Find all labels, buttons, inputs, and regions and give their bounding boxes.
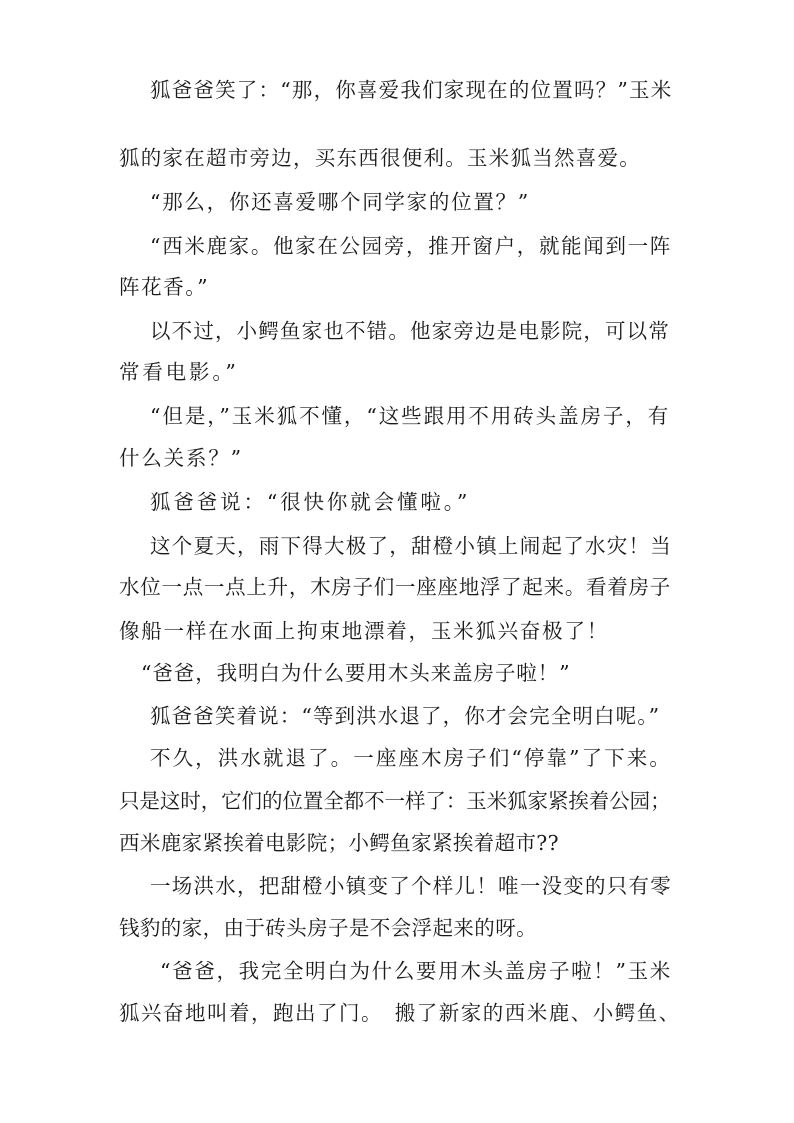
text-line: 不久，洪水就退了。一座座木房子们“停靠”了下来。 (150, 746, 672, 770)
text-line: 只是这时，它们的位置全都不一样了：玉米狐家紧挨着公园； (119, 789, 671, 813)
text-line: 狐爸爸说：“很快你就会懂啦。” (150, 490, 471, 514)
text-line: 这个夏天，雨下得大极了，甜橙小镇上闹起了水灾！当 (150, 534, 672, 558)
text-line: 钱豹的家，由于砖头房子是不会浮起来的呀。 (119, 916, 537, 940)
text-line: 什么关系？” (119, 446, 243, 470)
text-line: 像船一样在水面上拘束地漂着，玉米狐兴奋极了！ (119, 619, 609, 643)
text-line: “但是，”玉米狐不懂，“这些跟用不用砖头盖房子，有 (150, 404, 671, 428)
text-line: 常看电影。” (119, 360, 239, 384)
text-line: “爸爸，我明白为什么要用木头来盖房子啦！” (141, 661, 571, 685)
text-line: 狐爸爸笑着说：“等到洪水退了，你才会完全明白呢。” (150, 704, 661, 728)
text-line: “那么，你还喜爱哪个同学家的位置？” (150, 190, 530, 214)
text-line: 水位一点一点上升，木房子们一座座地浮了起来。看着房子 (119, 575, 671, 599)
text-line: 狐的家在超市旁边，买东西很便利。玉米狐当然喜爱。 (119, 146, 641, 170)
text-line: 一场洪水，把甜橙小镇变了个样儿！唯一没变的只有零 (150, 874, 672, 898)
text-line: 阵花香。” (119, 275, 210, 299)
text-line: “西米鹿家。他家在公园旁，推开窗户，就能闻到一阵 (150, 234, 672, 258)
text-line: 狐爸爸笑了：“那，你喜爱我们家现在的位置吗？”玉米 (150, 78, 673, 102)
text-line: “爸爸，我完全明白为什么要用木头盖房子啦！”玉米 (160, 959, 672, 983)
text-line: 西米鹿家紧挨着电影院；小鳄鱼家紧挨着超市?? (119, 831, 559, 855)
text-line: 以不过，小鳄鱼家也不错。他家旁边是电影院，可以常 (150, 319, 670, 343)
text-line: 狐兴奋地叫着，跑出了门。 搬了新家的西米鹿、小鳄鱼、 (119, 1001, 681, 1025)
